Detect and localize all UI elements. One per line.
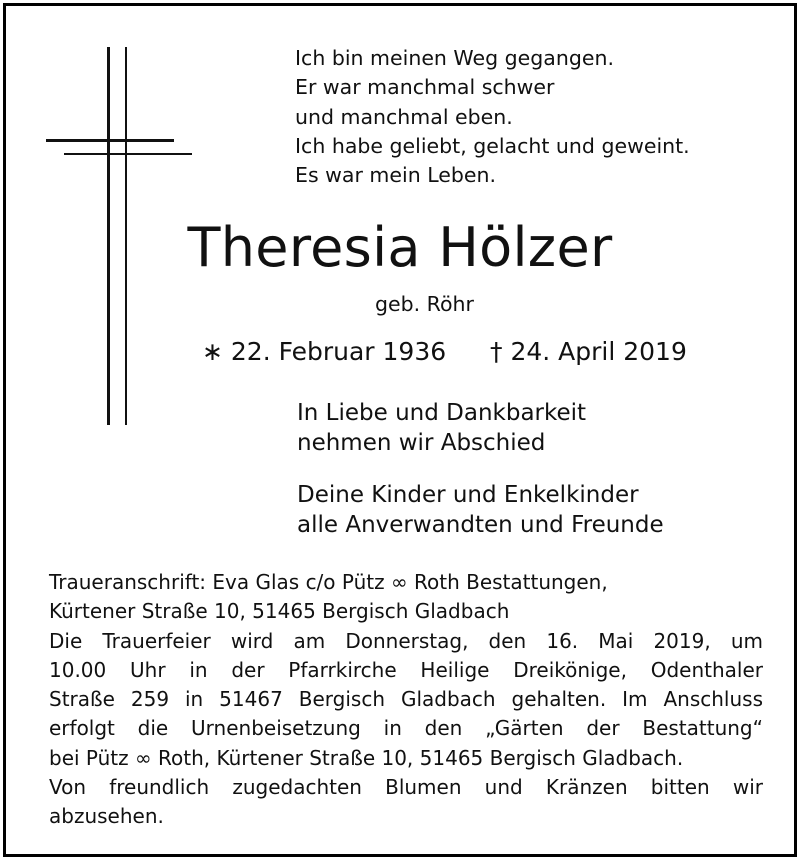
- info-line: bei Pütz ∞ Roth, Kürtener Straße 10, 51465 Bergisch Gladbach.: [49, 745, 684, 770]
- farewell-text: [297, 398, 586, 458]
- cross-horizontal-bar: [46, 139, 174, 142]
- obituary-frame: [3, 3, 797, 857]
- poem-line: und manchmal eben.: [295, 104, 513, 129]
- info-line: Straße 259 in 51467 Bergisch Gladbach gehalten. Im Anschluss: [49, 687, 763, 712]
- info-line: erfolgt die Urnenbeisetzung in den „Gärten der Bestattung“: [49, 716, 763, 741]
- cross-horizontal-thin-bar: [64, 153, 192, 155]
- death-date: † 24. April 2019: [490, 337, 687, 366]
- birth-date: ∗ 22. Februar 1936: [202, 337, 447, 366]
- deceased-name: Theresia Hölzer: [187, 216, 613, 279]
- info-line: Kürtener Straße 10, 51465 Bergisch Gladbach: [49, 599, 510, 624]
- poem-line: Ich habe geliebt, gelacht und geweint.: [295, 133, 690, 158]
- info-line: abzusehen.: [49, 804, 164, 829]
- info-line: Traueranschrift: Eva Glas c/o Pütz ∞ Roth Bestattungen,: [49, 570, 608, 594]
- poem-line: Er war manchmal schwer: [295, 75, 555, 100]
- poem-line: Es war mein Leben.: [295, 163, 497, 188]
- farewell-line: nehmen wir Abschied: [297, 430, 546, 456]
- mourners: [297, 480, 664, 540]
- mourners-line: alle Anverwandten und Freunde: [297, 512, 664, 538]
- info-line: 10.00 Uhr in der Pfarrkirche Heilige Dreikönige, Odenthaler: [49, 657, 763, 682]
- funeral-info: [49, 568, 763, 832]
- poem-line: Ich bin meinen Weg gegangen.: [295, 46, 614, 70]
- maiden-name: geb. Röhr: [375, 292, 474, 316]
- poem: [295, 44, 690, 190]
- info-line: Die Trauerfeier wird am Donnerstag, den 16. Mai 2019, um: [49, 628, 763, 653]
- farewell-line: In Liebe und Dankbarkeit: [297, 400, 587, 426]
- info-line: Von freundlich zugedachten Blumen und Kränzen bitten wir: [49, 775, 763, 800]
- mourners-line: Deine Kinder und Enkelkinder: [297, 482, 639, 508]
